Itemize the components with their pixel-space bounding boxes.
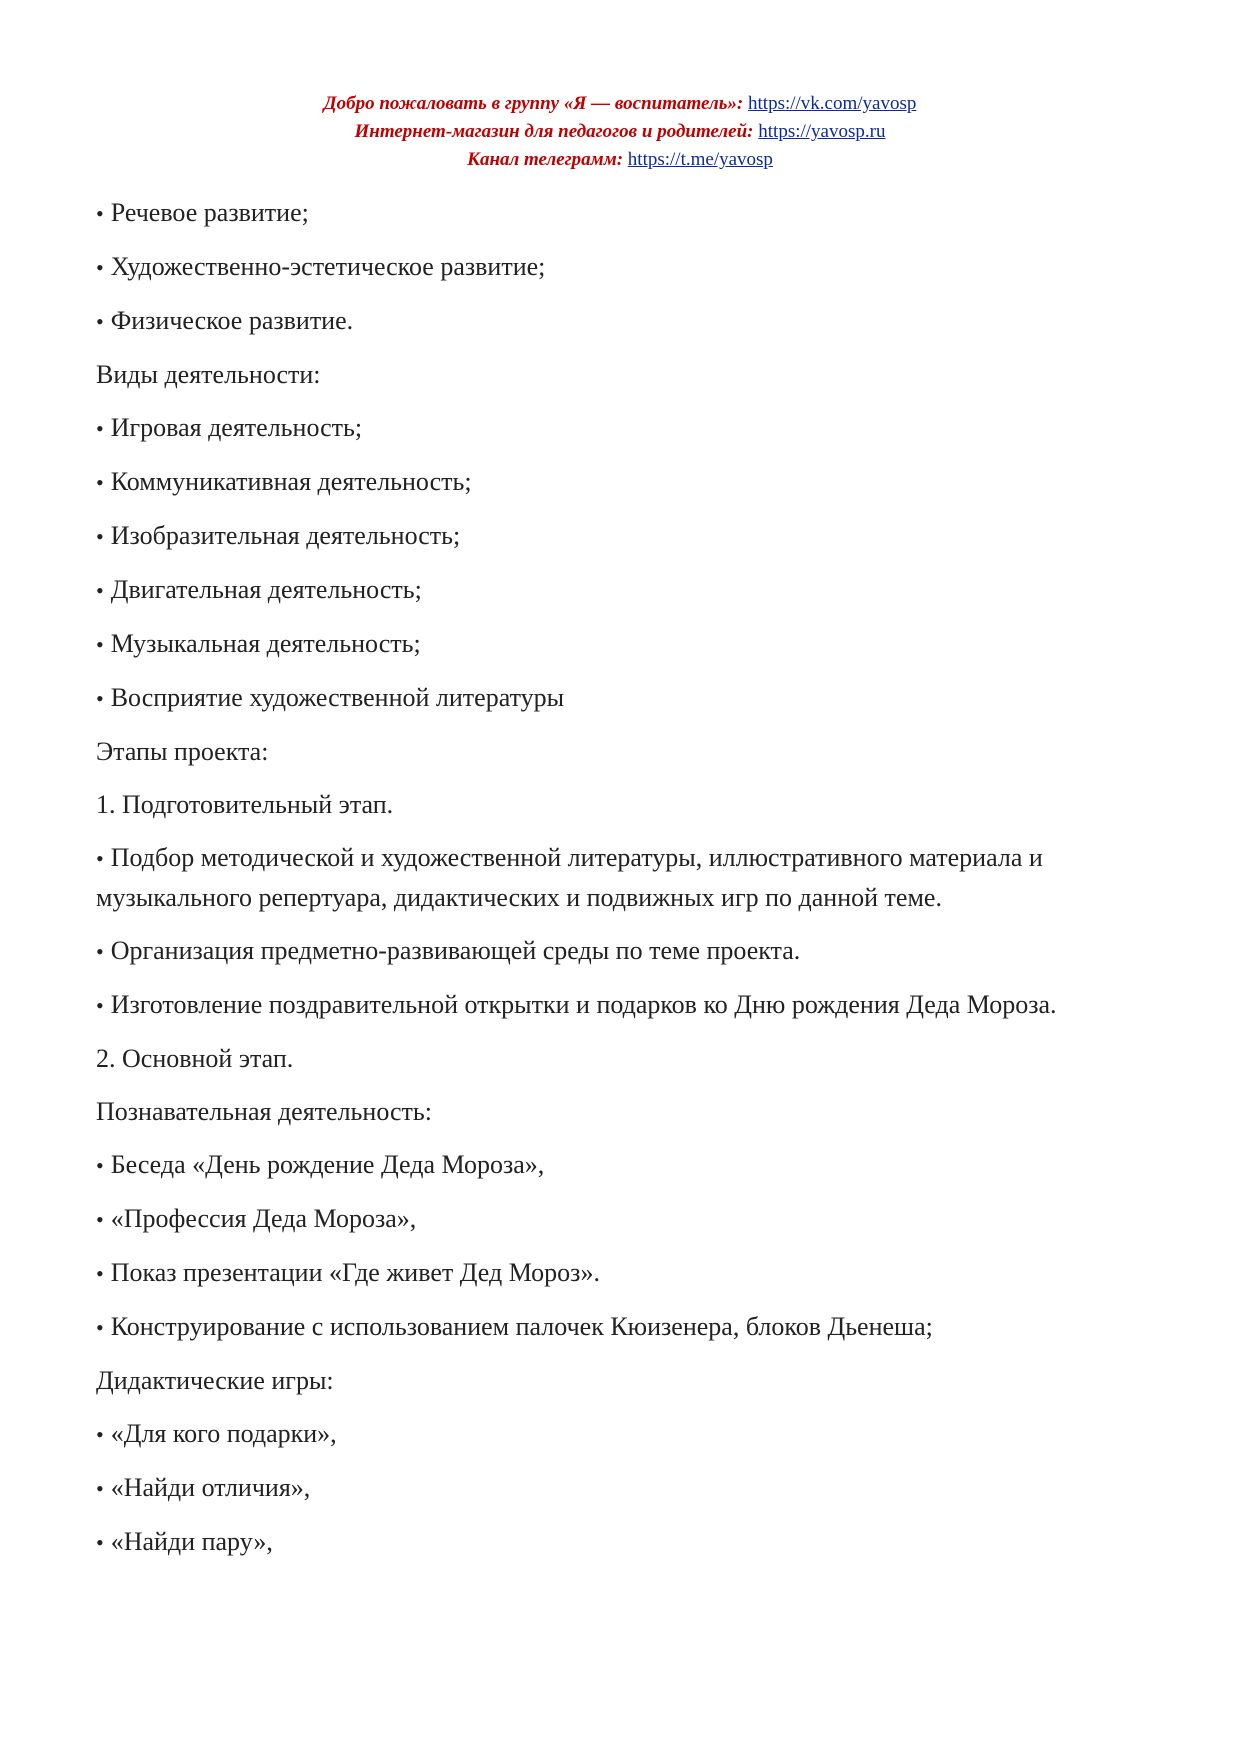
telegram-link[interactable]: https://t.me/yavosp [627,149,773,170]
vk-group-link[interactable]: https://vk.com/yavosp [748,93,917,114]
list-item: • Двигательная деятельность; [96,570,1176,610]
section-heading: Виды деятельности: [96,360,321,389]
list-item: • Музыкальная деятельность; [96,624,1176,664]
list-item: • «Для кого подарки», [96,1414,1176,1454]
stage-heading: 2. Основной этап. [96,1044,294,1073]
list-item: • Конструирование с использованием палочек Кюизенера, блоков Дьенеша; [96,1307,1176,1347]
list-item: • Коммуникативная деятельность; [96,462,1176,502]
list-item: • Показ презентации «Где живет Дед Мороз». [96,1253,1176,1293]
list-item: • Организация предметно-развивающей среды по теме проекта. [96,931,1176,971]
telegram-label: Канал телеграмм: [467,149,624,170]
document-body [96,193,1176,1576]
section-heading: Познавательная деятельность: [96,1097,432,1126]
list-item: • Игровая деятельность; [96,408,1176,448]
list-item: • «Найди пару», [96,1522,1176,1562]
list-item: • Подбор методической и художественной литературы, иллюстративного материала и музыкального репертуара, дидактических и подвижных игр по данной теме. [96,838,1176,917]
list-item: • Беседа «День рождение Деда Мороза», [96,1145,1176,1185]
stage-heading: 1. Подготовительный этап. [96,790,394,819]
page-header [0,90,1240,174]
shop-label: Интернет-магазин для педагогов и родителей: [354,121,754,142]
list-item: • Речевое развитие; [96,193,1176,233]
list-item: • «Найди отличия», [96,1468,1176,1508]
header-line-shop [0,118,1240,146]
group-label: Добро пожаловать в группу «Я — воспитатель»: [323,93,744,114]
list-item: • Изготовление поздравительной открытки и подарков ко Дню рождения Деда Мороза. [96,985,1176,1025]
list-item: • Восприятие художественной литературы [96,678,1176,718]
list-item: • «Профессия Деда Мороза», [96,1199,1176,1239]
header-line-telegram [0,146,1240,174]
list-item: • Физическое развитие. [96,301,1176,341]
list-item: • Изобразительная деятельность; [96,516,1176,556]
header-line-group [0,90,1240,118]
list-item: • Художественно-эстетическое развитие; [96,247,1176,287]
section-heading: Этапы проекта: [96,737,269,766]
section-heading: Дидактические игры: [96,1366,334,1395]
shop-link[interactable]: https://yavosp.ru [758,121,886,142]
